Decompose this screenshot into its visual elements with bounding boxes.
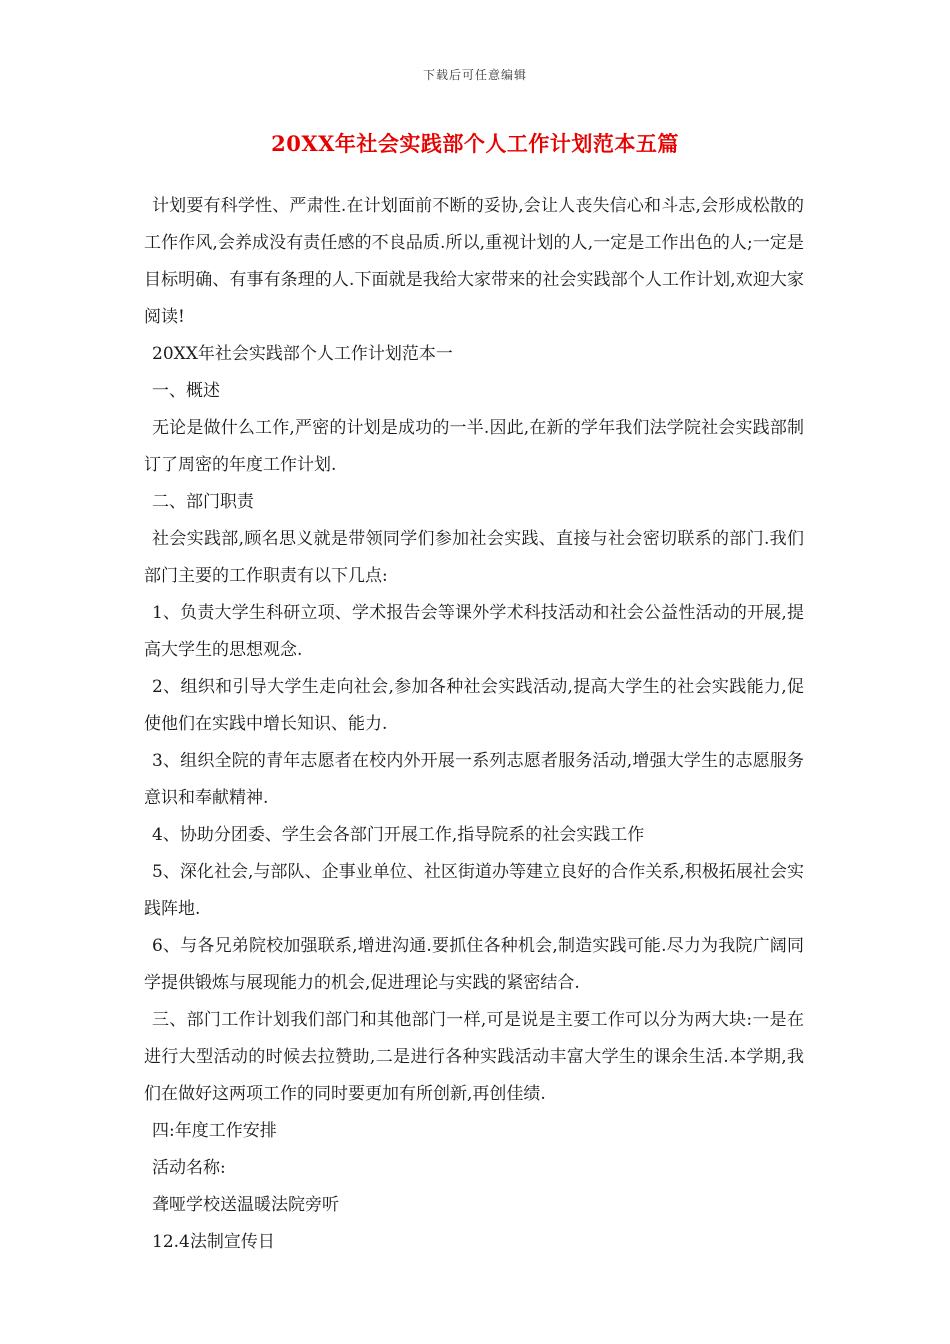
duty-item-2: 2、组织和引导大学生走向社会,参加各种社会实践活动,提高大学生的社会实践能力,促使他们在实践中增长知识、能力.: [144, 677, 804, 734]
document-body: [144, 188, 804, 1261]
overview-paragraph: 无论是做什么工作,严密的计划是成功的一半.因此,在新的学年我们法学院社会实践部制订了周密的年度工作计划.: [144, 418, 804, 475]
section-heading-duties: 二、部门职责: [152, 492, 254, 512]
duty-item-6: 6、与各兄弟院校加强联系,增进沟通.要抓住各种机会,制造实践可能.尽力为我院广阔同学提供锻炼与展现能力的机会,促进理论与实践的紧密结合.: [144, 936, 804, 993]
activity-name-label: 活动名称:: [152, 1158, 226, 1178]
duty-item-1: 1、负责大学生科研立项、学术报告会等课外学术科技活动和社会公益性活动的开展,提高大学生的思想观念.: [144, 603, 804, 660]
work-plan-paragraph: 三、部门工作计划我们部门和其他部门一样,可是说是主要工作可以分为两大块:一是在进行大型活动的时候去拉赞助,二是进行各种实践活动丰富大学生的课余生活.本学期,我们在做好这两项工作的同时要更加有所创新,再创佳绩.: [144, 1010, 804, 1104]
document-title: 20XX年社会实践部个人工作计划范本五篇: [271, 131, 679, 156]
duties-intro-paragraph: 社会实践部,顾名思义就是带领同学们参加社会实践、直接与社会密切联系的部门.我们部门主要的工作职责有以下几点:: [144, 529, 804, 586]
intro-paragraph: 计划要有科学性、严肃性.在计划面前不断的妥协,会让人丧失信心和斗志,会形成松散的工作作风,会养成没有责任感的不良品质.所以,重视计划的人,一定是工作出色的人;一定是目标明确、有事有条理的人.下面就是我给大家带来的社会实践部个人工作计划,欢迎大家阅读!: [144, 196, 804, 327]
activity-item-2: 12.4法制宣传日: [152, 1232, 275, 1252]
section-heading-overview: 一、概述: [152, 381, 220, 401]
duty-item-3: 3、组织全院的青年志愿者在校内外开展一系列志愿者服务活动,增强大学生的志愿服务意识和奉献精神.: [144, 751, 804, 808]
duty-item-5: 5、深化社会,与部队、企事业单位、社区街道办等建立良好的合作关系,积极拓展社会实践阵地.: [144, 862, 804, 919]
activity-item-1: 聋哑学校送温暖法院旁听: [152, 1195, 339, 1215]
section-heading-annual-schedule: 四:年度工作安排: [152, 1121, 277, 1141]
duty-item-4: 4、协助分团委、学生会各部门开展工作,指导院系的社会实践工作: [152, 825, 645, 845]
header-note: 下载后可任意编辑: [422, 68, 527, 82]
section-heading-sample-one: 20XX年社会实践部个人工作计划范本一: [152, 344, 453, 364]
